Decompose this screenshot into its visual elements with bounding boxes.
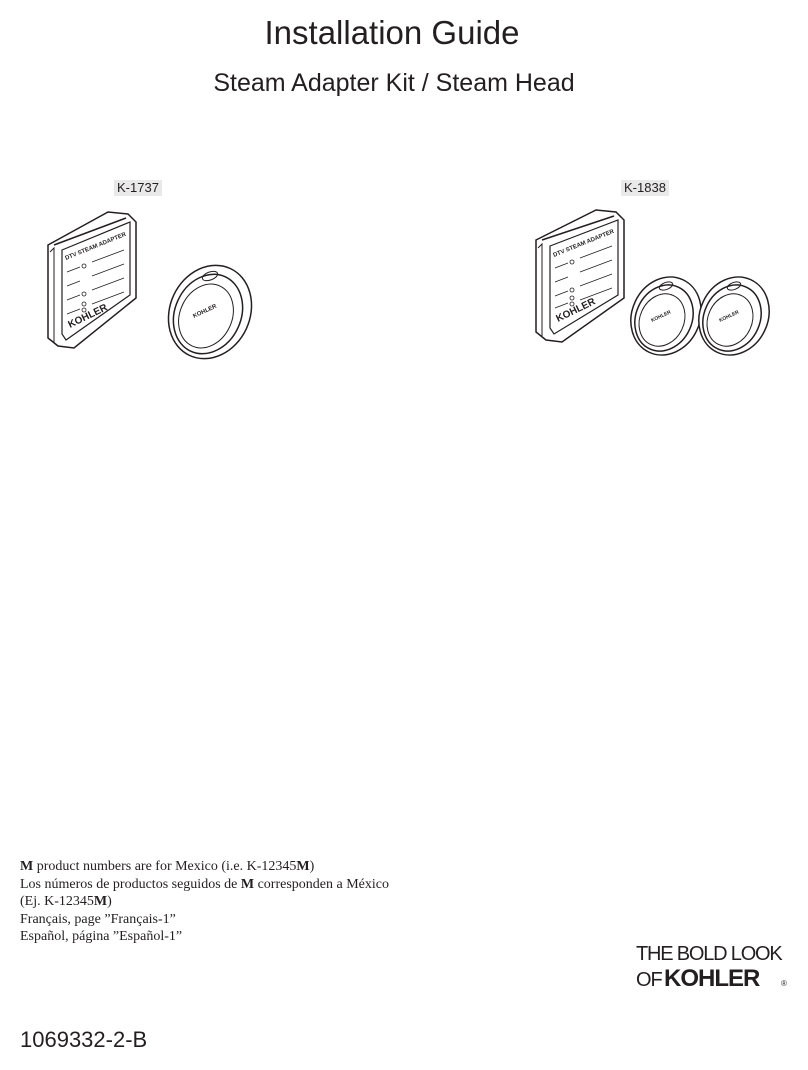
note-french-page: Français, page ”Français-1” [20,911,176,927]
note-bold-m: M [20,859,34,874]
k1737-product-illustration [40,200,260,370]
note-text: corresponden a México [254,876,389,892]
module-heading-text: DTV STEAM ADAPTER [552,228,616,259]
logo-trademark: ® [781,979,787,988]
steam-head-image-2 [686,265,778,360]
model-label-k1737: K-1737 [114,180,162,196]
module-brand-text: KOHLER [554,296,598,325]
module-brand-text: KOHLER [66,302,110,331]
note-mexico-es [20,876,389,894]
k1737-drawing [40,200,260,370]
steam-head-brand-text: KOHLER [650,309,672,324]
k1838-product-illustration [528,200,778,360]
note-text: (Ej. K-12345 [20,894,94,909]
module-heading-text: DTV STEAM ADAPTER [64,231,128,262]
logo-tagline-line1: THE BOLD LOOK [636,943,782,965]
note-text: product numbers are for Mexico (i.e. K-12345 [33,859,297,874]
note-text: Los números de productos seguidos de [20,876,241,892]
steam-head-brand-text: KOHLER [192,303,218,320]
k1838-drawing [528,200,778,360]
regional-notes [20,858,389,946]
document-number: 1069332-2-B [20,1027,148,1052]
steam-adapter-module-image [48,212,136,348]
model-label-k1838: K-1838 [621,180,669,196]
kohler-logo-graphic [636,940,792,994]
logo-tagline-name: KOHLER [664,965,760,992]
note-bold-m: M [296,859,310,874]
note-text: ) [107,894,112,909]
kohler-brand-logo [636,940,792,994]
note-text: ) [309,859,315,874]
steam-head-image [153,252,260,370]
page-subtitle: Steam Adapter Kit / Steam Head [213,69,575,97]
page-title: Installation Guide [264,14,520,51]
steam-head-brand-text: KOHLER [718,309,740,324]
steam-adapter-module-image [536,210,624,342]
note-spanish-page: Español, página ”Español-1” [20,929,183,944]
note-bold-m: M [240,876,255,892]
note-mexico-es-example [20,893,389,911]
note-mexico-en [20,858,389,876]
note-bold-m: M [93,894,108,909]
logo-tagline-of: OF [636,969,662,991]
